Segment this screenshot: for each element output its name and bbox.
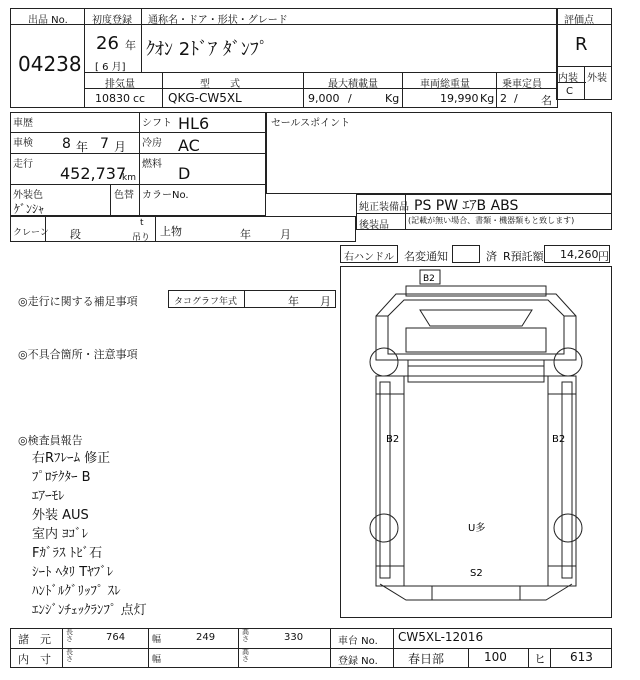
score-value: R [575,34,588,55]
color-no-label: 色替 [114,190,134,201]
first-reg-year: 26 [96,33,119,54]
capacity-label: 乗車定員 [502,79,542,90]
inspector-line: ｼｰﾄ ﾍﾀﾘ Tﾔﾌﾞﾚ [32,565,114,580]
reg-class: 100 [484,650,507,664]
chassis-label: 車台 No. [338,636,378,647]
tachograph-label: タコグラフ年式 [174,297,238,307]
width-label: 幅 [152,635,162,645]
model-name: ｸｵﾝ 2ﾄﾞｱ ﾀﾞﾝﾌﾟ [146,39,268,60]
fuel-value: D [178,164,191,183]
max-load-unit: Kg [385,92,400,105]
gross-weight-label: 車両総重量 [420,79,470,90]
reg-kana: ヒ [534,652,547,666]
width-value: 249 [196,632,216,643]
ac-value: AC [178,136,200,155]
inspector-line: 右Rﾌﾚｰﾑ 修正 [32,451,111,466]
exterior-label: 外装 [587,73,607,84]
interior-score: C [566,86,573,97]
exterior-color-label: 外装色 [13,190,43,201]
exterior-color: ｹﾞﾝｼｬ [14,202,45,216]
reg-label: 登録 No. [338,656,378,667]
inspection-month-unit: 月 [114,140,127,154]
inspection-label: 車検 [13,138,33,149]
chassis-value: CW5XL-12016 [398,630,484,644]
damage-mark: B2 [552,434,566,445]
crane-ton-unit: t [140,218,144,228]
interior-width-label: 幅 [152,655,162,665]
length-value: 764 [106,632,126,643]
crane-year-unit: 年 [240,228,251,241]
ac-label: 冷房 [142,138,162,149]
inspector-label: ◎検査員報告 [18,434,83,447]
aftermarket-label: 後装品 [359,220,389,231]
inspector-line: 外装 AUS [32,508,89,523]
aftermarket-note: (記載が無い場合、書類・機器類もと致します) [408,216,575,225]
max-load-label: 最大積載量 [328,79,378,90]
interior-label: 内装 [558,73,578,84]
displacement-unit: cc [133,92,146,105]
interior-height-label: 高さ [242,648,249,663]
mileage-value: 452,737 [60,164,127,183]
model-code-label: 型 式 [200,79,240,90]
max-load-slash: / [348,92,352,105]
r-deposit: 14,260 [560,248,599,261]
displacement-label: 排気量 [105,79,135,90]
crane-top-label: 上物 [160,225,182,238]
capacity-unit: 名 [541,94,552,107]
inspector-line: ｴｱｰﾓﾚ [32,489,65,504]
refund-label: 済 [486,250,497,263]
inspection-year-unit: 年 [76,140,89,154]
mileage-unit: km [122,173,136,183]
gross-weight-unit: Kg [480,92,495,105]
max-load: 9,000 [308,92,340,105]
r-deposit-label: R預託額 [503,250,544,263]
defects-label: ◎不具合箇所・注意事項 [18,348,138,361]
crane-frame [10,216,356,242]
tachograph-year-unit: 年 [288,295,299,308]
details-frame [10,112,266,216]
interior-dimensions-label: 内 寸 [18,653,51,666]
shift-label: シフト [142,118,172,129]
driving-notes-label: ◎走行に関する補足事項 [18,295,138,308]
lot-no-label: 出品 No. [28,15,68,26]
right-hand: 右ハンドル [344,252,394,263]
year-unit: 年 [125,39,136,52]
damage-mark: B2 [423,274,435,284]
fuel-label: 燃料 [142,159,162,170]
model-name-label: 通称名・ドア・形状・グレード [148,15,288,26]
crane-stage: 段 [70,228,81,241]
r-deposit-unit: 円 [598,250,609,263]
equipment-label: 純正装備品 [359,202,409,213]
first-reg-month: [ 6 月] [95,62,126,73]
displacement: 10830 [95,92,130,105]
height-label: 高さ [242,628,249,643]
gross-weight: 19,990 [440,92,479,105]
length-label: 長さ [66,628,73,643]
crane-hanging: 吊り [132,233,151,243]
capacity-slash: / [514,92,518,105]
model-code: QKG-CW5XL [168,91,242,105]
interior-length-label: 長さ [66,648,73,663]
lot-no: 04238 [18,52,82,76]
crane-label: クレーン [13,228,49,238]
inspector-line: 室内 ﾖｺﾞﾚ [32,527,89,542]
inspection-year: 8 [62,136,71,152]
first-reg-label: 初度登録 [92,15,132,26]
mileage-label: 走行 [13,159,33,170]
inspector-line: Fｶﾞﾗｽ ﾄﾋﾞ石 [32,546,103,561]
damage-mark: B2 [386,434,400,445]
capacity: 2 [500,92,507,105]
truck-diagram [340,266,612,618]
inspector-line: ｴﾝｼﾞﾝﾁｪｯｸﾗﾝﾌﾟ 点灯 [32,603,147,618]
inspector-line: ﾌﾟﾛﾃｸﾀｰ B [32,470,91,485]
damage-mark: U多 [468,523,486,534]
shift-value: HL6 [178,114,210,133]
exterior-dimensions-label: 諸 元 [18,633,51,646]
name-change-box [452,245,480,263]
reg-area: 春日部 [408,652,445,666]
sales-point-label: セールスポイント [271,118,351,129]
reg-number: 613 [570,650,593,664]
inspector-line: ﾊﾝﾄﾞﾙｸﾞﾘｯﾌﾟ ｽﾚ [32,584,121,599]
equipment-value: PS PW ｴｱB ABS [414,198,519,214]
name-change-label: 名変通知 [404,250,448,263]
tachograph-month-unit: 月 [320,295,331,308]
damage-mark: S2 [470,568,483,579]
inspection-month: 7 [100,136,109,152]
crane-month-unit: 月 [280,228,291,241]
history-label: 車歴 [13,118,33,129]
score-label: 評価点 [564,15,594,26]
height-value: 330 [284,632,304,643]
color-code-label: カラーNo. [142,190,189,201]
